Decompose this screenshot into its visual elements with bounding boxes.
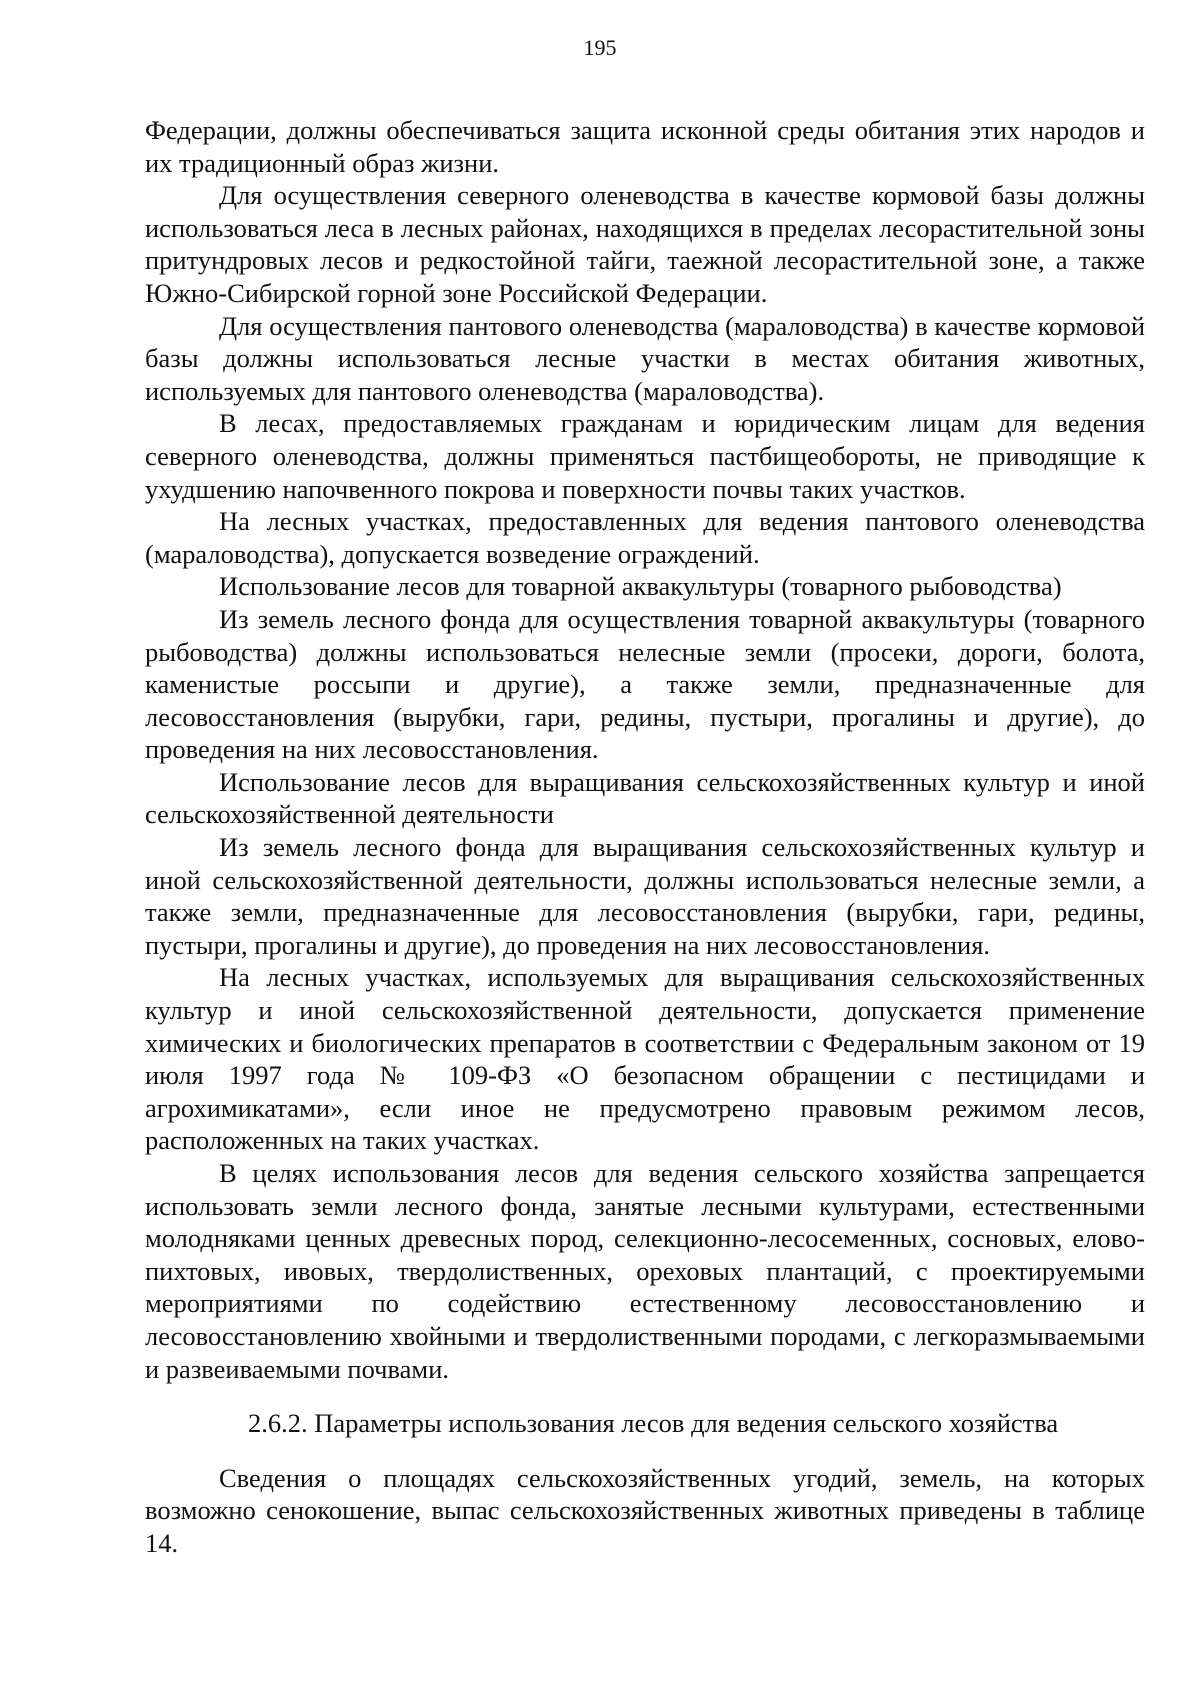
subheading-aquaculture: Использование лесов для товарной аквакультуры (товарного рыбоводства)	[219, 571, 1062, 602]
paragraph-continuation: Федерации, должны обеспечиваться защита исконной среды обитания этих народов и их традиционный образ жизни.	[145, 115, 1145, 178]
paragraph-pasture-rotation: В лесах, предоставляемых гражданам и юридическим лицам для ведения северного оленеводства, должны применяться пастбищеобороты, не приводящие к ухудшению напочвенного покрова и поверхности почвы таких участков.	[145, 408, 1145, 504]
paragraph-antler-reindeer: Для осуществления пантового оленеводства (мараловодства) в качестве кормовой базы должны использоваться лесные участки в местах обитания животных, используемых для пантового оленеводства (мараловодства).	[145, 310, 1145, 406]
document-body	[145, 114, 1145, 1560]
paragraph-table-reference: Сведения о площадях сельскохозяйственных угодий, земель, на которых возможно сенокошение, выпас сельскохозяйственных животных приведены в таблице 14.	[145, 1462, 1145, 1558]
paragraph-chemicals: На лесных участках, используемых для выращивания сельскохозяйственных культур и иной сельскохозяйственной деятельности, допускается применение химических и биологических препаратов в соответствии с Федеральным законом от 19 июля 1997 года № 109-ФЗ «О безопасном обращении с пестицидами и агрохимикатами», если иное не предусмотрено правовым режимом лесов, расположенных на таких участках.	[145, 962, 1145, 1156]
paragraph-northern-reindeer: Для осуществления северного оленеводства в качестве кормовой базы должны использоваться леса в лесных районах, находящихся в пределах лесорастительной зоны притундровых лесов и редкостойной тайги, таежной лесорастительной зоне, а также Южно-Сибирской горной зоне Российской Федерации.	[145, 180, 1145, 308]
paragraph-agriculture-lands: Из земель лесного фонда для выращивания сельскохозяйственных культур и иной сельскохозяйственной деятельности, должны использоваться нелесные земли, а также земли, предназначенные для лесовосстановления (вырубки, гари, редины, пустыри, прогалины и другие), до проведения на них лесовосстановления.	[145, 832, 1145, 960]
paragraph-prohibitions: В целях использования лесов для ведения сельского хозяйства запрещается использовать земли лесного фонда, занятые лесными культурами, естественными молодняками ценных древесных пород, селекционно-лесосеменных, сосновых, елово-пихтовых, ивовых, твердолиственных, ореховых плантаций, с проектируемыми мероприятиями по содействию естественному лесовосстановлению и лесовосстановлению хвойными и твердолиственными породами, с легкоразмываемыми и развеиваемыми почвами.	[145, 1158, 1145, 1384]
page-number: 195	[583, 35, 617, 60]
paragraph-aquaculture-lands: Из земель лесного фонда для осуществления товарной аквакультуры (товарного рыбоводства) должны использоваться нелесные земли (просеки, дороги, болота, каменистые россыпи и другие), а также земли, предназначенные для лесовосстановления (вырубки, гари, редины, пустыри, прогалины и другие), до проведения на них лесовосстановления.	[145, 603, 1145, 765]
paragraph-fencing: На лесных участках, предоставленных для ведения пантового оленеводства (мараловодства), допускается возведение ограждений.	[145, 506, 1145, 569]
section-heading: 2.6.2. Параметры использования лесов для ведения сельского хозяйства	[248, 1408, 1059, 1439]
subheading-agriculture: Использование лесов для выращивания сельскохозяйственных культур и иной сельскохозяйственной деятельности	[145, 766, 1145, 830]
